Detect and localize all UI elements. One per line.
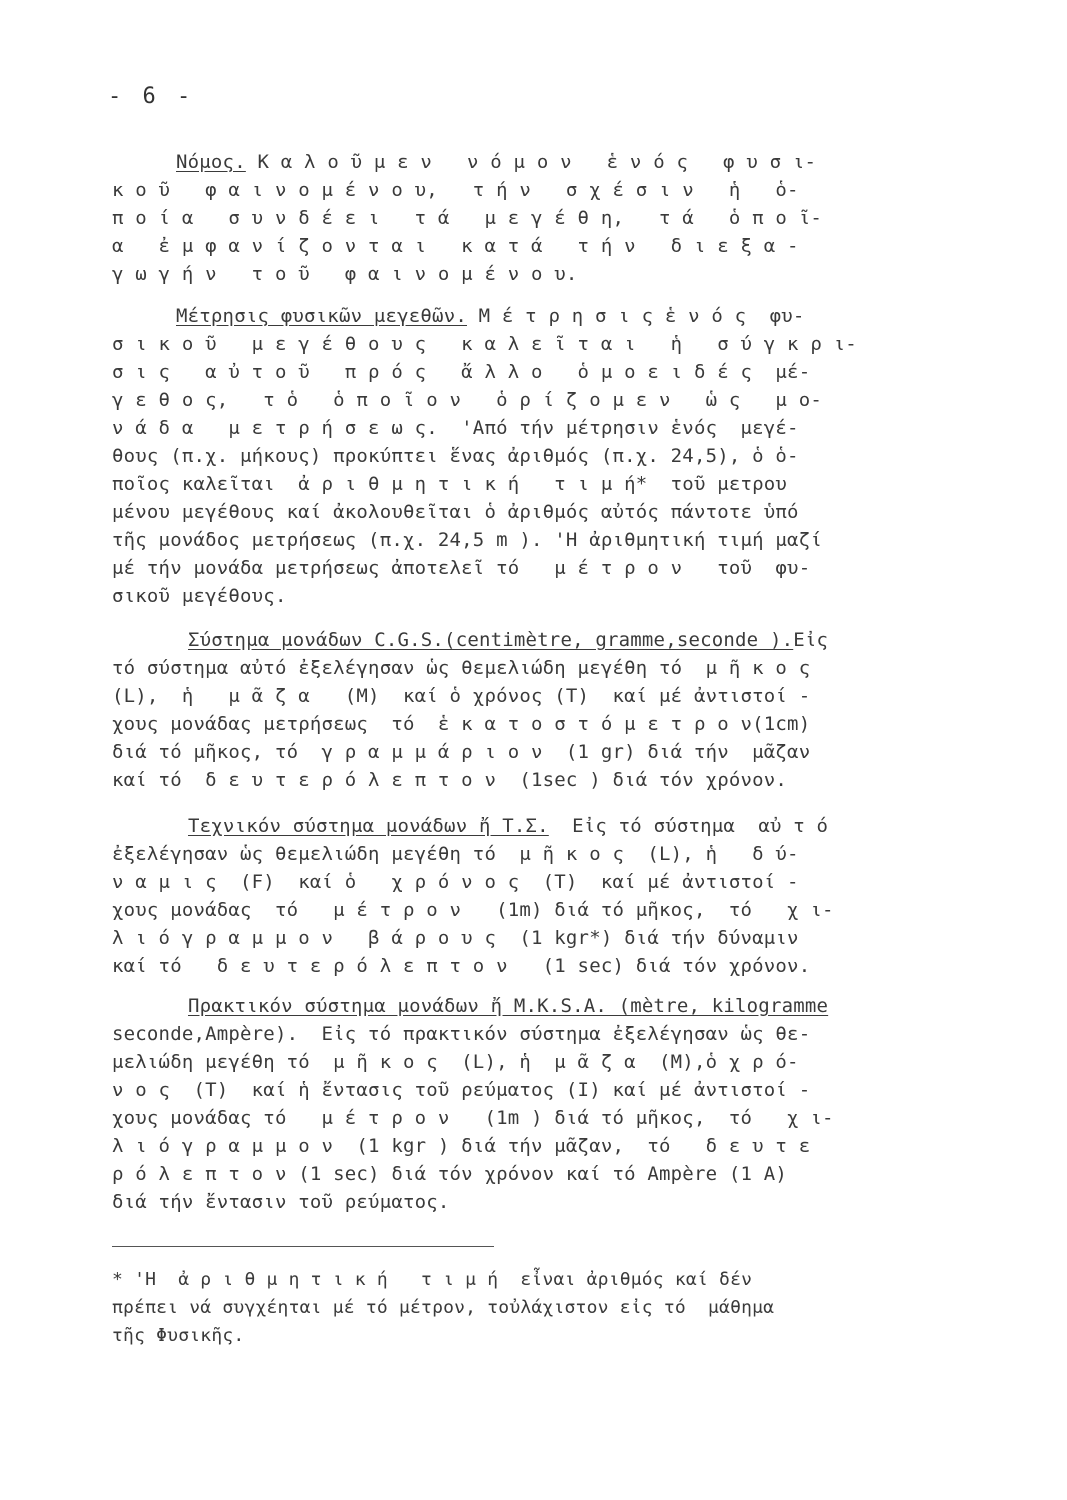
text-line: καί τό δ ε υ τ ε ρ ό λ ε π τ ο ν (1 sec) διά τόν χρόνον.: [112, 955, 811, 977]
text-line: λ ι ό γ ρ α μ μ ο ν β ά ρ ο υ ς (1 kgr*) διά τήν δύναμιν: [112, 927, 799, 949]
text-line: ν α μ ι ς (F) καί ὁ χ ρ ό ν ο ς (T) καί μέ ἀντιστοί -: [112, 871, 799, 893]
section-first-line: [112, 302, 982, 330]
text-line: α ἐ μ φ α ν ί ζ ο ν τ α ι κ α τ ά τ ή ν δ ι ε ξ α -: [112, 235, 799, 257]
text-line: θους (π.χ. μήκους) προκύπτει ἕνας ἀριθμός (π.χ. 24,5), ὁ ὁ-: [112, 445, 799, 467]
text-line: χους μονάδας τό μ έ τ ρ ο ν (1m) διά τό μῆκος, τό χ ι-: [112, 899, 834, 921]
footnote-divider: [112, 1246, 494, 1247]
section-first-line: [112, 148, 982, 176]
text-line: Εἰς τό σύστημα αὐ τ ό: [548, 815, 829, 837]
footnote-line: * 'Η ἀ ρ ι θ μ η τ ι κ ή τ ι μ ή εἶναι ἀριθμός καί δέν: [112, 1269, 753, 1290]
section-measurement: [112, 302, 982, 610]
section-first-line: [112, 626, 982, 654]
text-line: ἐξελέγησαν ὡς θεμελιώδη μεγέθη τό μ ῆ κ ο ς (L), ἡ δ ύ-: [112, 843, 799, 865]
text-line: ν ά δ α μ ε τ ρ ή σ ε ω ς. 'Από τήν μέτρησιν ἑνός μεγέ-: [112, 417, 799, 439]
text-line: γ ω γ ή ν τ ο ῦ φ α ι ν ο μ έ ν ο υ.: [112, 263, 578, 285]
text-line: ρ ό λ ε π τ ο ν (1 sec) διά τόν χρόνον καί τό Ampère (1 A): [112, 1163, 788, 1185]
text-line: κ ο ῦ φ α ι ν ο μ έ ν ο υ, τ ή ν σ χ έ σ ι ν ἡ ὁ-: [112, 179, 799, 201]
text-line: καί τό δ ε υ τ ε ρ ό λ ε π τ ο ν (1sec ) διά τόν χρόνον.: [112, 769, 788, 791]
text-line: Κ α λ ο ῦ μ ε ν ν ό μ ο ν ἑ ν ό ς φ υ σ ι-: [245, 151, 817, 173]
text-line: μέ τήν μονάδα μετρήσεως ἀποτελεῖ τό μ έ τ ρ ο ν τοῦ φυ-: [112, 557, 811, 579]
section-technical-system: [112, 812, 982, 980]
section-heading: Τεχνικόν σύστημα μονάδων ἤ Τ.Σ.: [188, 815, 549, 837]
text-line: Εἰς: [793, 629, 829, 651]
text-line: τό σύστημα αὐτό ἐξελέγησαν ὡς θεμελιώδη μεγέθη τό μ ῆ κ ο ς: [112, 657, 811, 679]
section-cgs-system: [112, 626, 982, 794]
section-heading: Νόμος.: [176, 151, 246, 173]
section-heading: Πρακτικόν σύστημα μονάδων ἤ M.K.S.A. (mètre, kilogramme: [188, 995, 829, 1017]
text-line: (L), ἡ μ ᾶ ζ α (M) καί ὁ χρόνος (T) καί μέ ἀντιστοί -: [112, 685, 811, 707]
text-line: λ ι ό γ ρ α μ μ ο ν (1 kgr ) διά τήν μᾶζαν, τό δ ε υ τ ε: [112, 1135, 811, 1157]
section-first-line: [112, 992, 982, 1020]
text-line: χους μονάδας μετρήσεως τό ἑ κ α τ ο σ τ ό μ ε τ ρ ο ν(1cm): [112, 713, 811, 735]
section-practical-system: [112, 992, 982, 1216]
text-line: ποῖος καλεῖται ἀ ρ ι θ μ η τ ι κ ή τ ι μ ή* τοῦ μετρου: [112, 473, 788, 495]
footnote-line: τῆς Φυσικῆς.: [112, 1325, 245, 1346]
section-heading: Μέτρησις φυσικῶν μεγεθῶν.: [176, 305, 467, 327]
text-line: χους μονάδας τό μ έ τ ρ ο ν (1m ) διά τό μῆκος, τό χ ι-: [112, 1107, 834, 1129]
text-line: τῆς μονάδος μετρήσεως (π.χ. 24,5 m ). 'Η ἀριθμητική τιμή μαζί: [112, 529, 822, 551]
text-line: π ο ί α σ υ ν δ έ ε ι τ ά μ ε γ έ θ η, τ ά ὁ π ο ῖ-: [112, 207, 822, 229]
text-line: διά τήν ἔντασιν τοῦ ρεύματος.: [112, 1191, 450, 1213]
text-line: μένου μεγέθους καί ἀκολουθεῖται ὁ ἀριθμός αὐτός πάντοτε ὑπό: [112, 501, 799, 523]
text-line: σ ι κ ο ῦ μ ε γ έ θ ο υ ς κ α λ ε ῖ τ α ι ἡ σ ύ γ κ ρ ι-: [112, 333, 857, 355]
text-line: μελιώδη μεγέθη τό μ ῆ κ ο ς (L), ἡ μ ᾶ ζ α (M),ὁ χ ρ ό-: [112, 1051, 799, 1073]
text-line: γ ε θ ο ς, τ ὁ ὁ π ο ῖ ο ν ὁ ρ ί ζ ο μ ε ν ὡ ς μ ο-: [112, 389, 822, 411]
text-line: ν ο ς (T) καί ἡ ἔντασις τοῦ ρεύματος (I) καί μέ ἀντιστοί -: [112, 1079, 811, 1101]
section-law: [112, 148, 982, 288]
section-first-line: [112, 812, 982, 840]
text-line: σ ι ς α ὐ τ ο ῦ π ρ ό ς ἄ λ λ ο ὁ μ ο ε ι δ έ ς μέ-: [112, 361, 811, 383]
text-line: Μ έ τ ρ η σ ι ς ἑ ν ό ς φυ-: [466, 305, 805, 327]
section-heading: Σύστημα μονάδων C.G.S.(centimètre, gramme,seconde ).: [188, 629, 794, 651]
page-number: - 6 -: [108, 84, 195, 109]
text-line: seconde,Ampère). Εἰς τό πρακτικόν σύστημα ἐξελέγησαν ὡς θε-: [112, 1023, 811, 1045]
text-line: σικοῦ μεγέθους.: [112, 585, 287, 607]
footnote-line: πρέπει νά συγχέηται μέ τό μέτρον, τοὐλάχιστον εἰς τό μάθημα: [112, 1297, 775, 1318]
footnote: [112, 1266, 982, 1350]
text-line: διά τό μῆκος, τό γ ρ α μ μ ά ρ ι ο ν (1 gr) διά τήν μᾶζαν: [112, 741, 811, 763]
